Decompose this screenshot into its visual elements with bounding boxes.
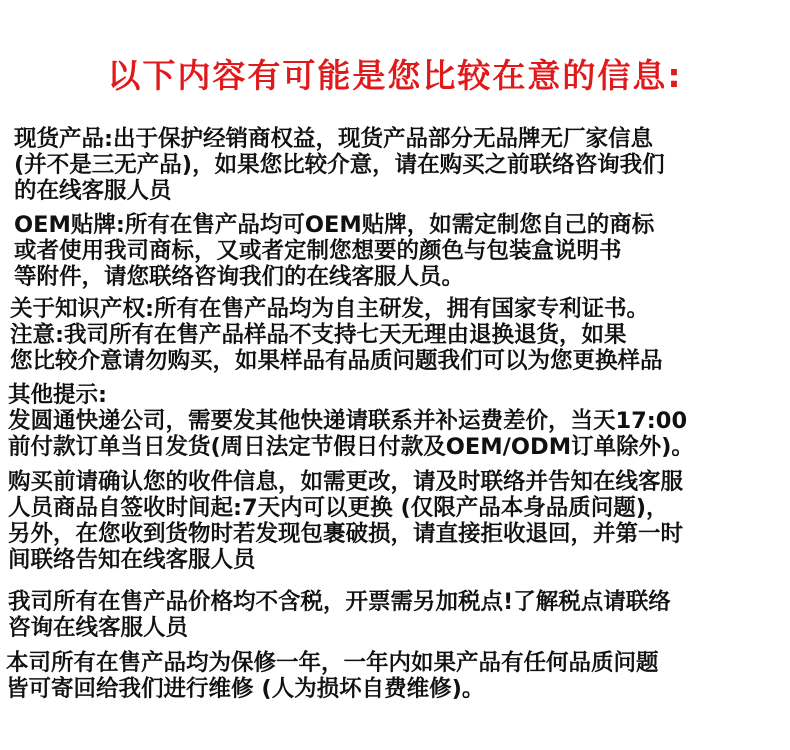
section-intellectual-property [10,296,663,374]
text-line: 我司所有在售产品价格均不含税，开票需另加税点!了解税点请联络 [8,589,671,615]
section-warranty [6,650,659,702]
text-line: 间联络告知在线客服人员 [8,547,256,573]
text-line: 人员商品自签收时间起:7天内可以更换 (仅限产品本身品质问题)， [8,495,669,521]
notice-title: 以下内容有可能是您比较在意的信息: [107,56,683,95]
text-line: 其他提示: [8,382,107,408]
text-line: 皆可寄回给我们进行维修 (人为损坏自费维修)。 [6,676,485,702]
text-line: 前付款订单当日发货(周日法定节假日付款及OEM/ODM订单除外)。 [8,434,694,460]
text-line: OEM贴牌:所有在售产品均可OEM贴牌，如需定制您自己的商标 [14,212,655,238]
text-line: 关于知识产权:所有在售产品均为自主研发，拥有国家专利证书。 [10,296,649,322]
text-line: 的在线客服人员 [14,178,172,204]
text-line: 您比较介意请勿购买，如果样品有品质问题我们可以为您更换样品 [10,348,663,374]
text-line: (并不是三无产品)，如果您比较介意，请在购买之前联络咨询我们 [14,152,665,178]
text-line: 等附件，请您联络咨询我们的在线客服人员。 [14,264,465,290]
text-line: 购买前请确认您的收件信息，如需更改，请及时联络并告知在线客服 [8,469,684,495]
section-confirm-shipping [8,469,683,573]
section-tax-invoice [8,589,671,641]
text-line: 咨询在线客服人员 [8,615,189,641]
text-line: 发圆通快递公司，需要发其他快递请联系并补运费差价，当天17:00 [8,408,688,434]
text-line: 注意:我司所有在售产品样品不支持七天无理由退换退货，如果 [10,322,627,348]
text-line: 本司所有在售产品均为保修一年，一年内如果产品有任何品质问题 [6,650,659,676]
text-line: 另外，在您收到货物时若发现包裹破损，请直接拒收退回，并第一时 [8,521,684,547]
section-stock-products [14,126,665,204]
text-line: 现货产品:出于保护经销商权益，现货产品部分无品牌无厂家信息 [14,126,653,152]
section-oem-branding [14,212,654,290]
text-line: 或者使用我司商标，又或者定制您想要的颜色与包装盒说明书 [14,238,622,264]
section-other-tips [8,382,694,460]
